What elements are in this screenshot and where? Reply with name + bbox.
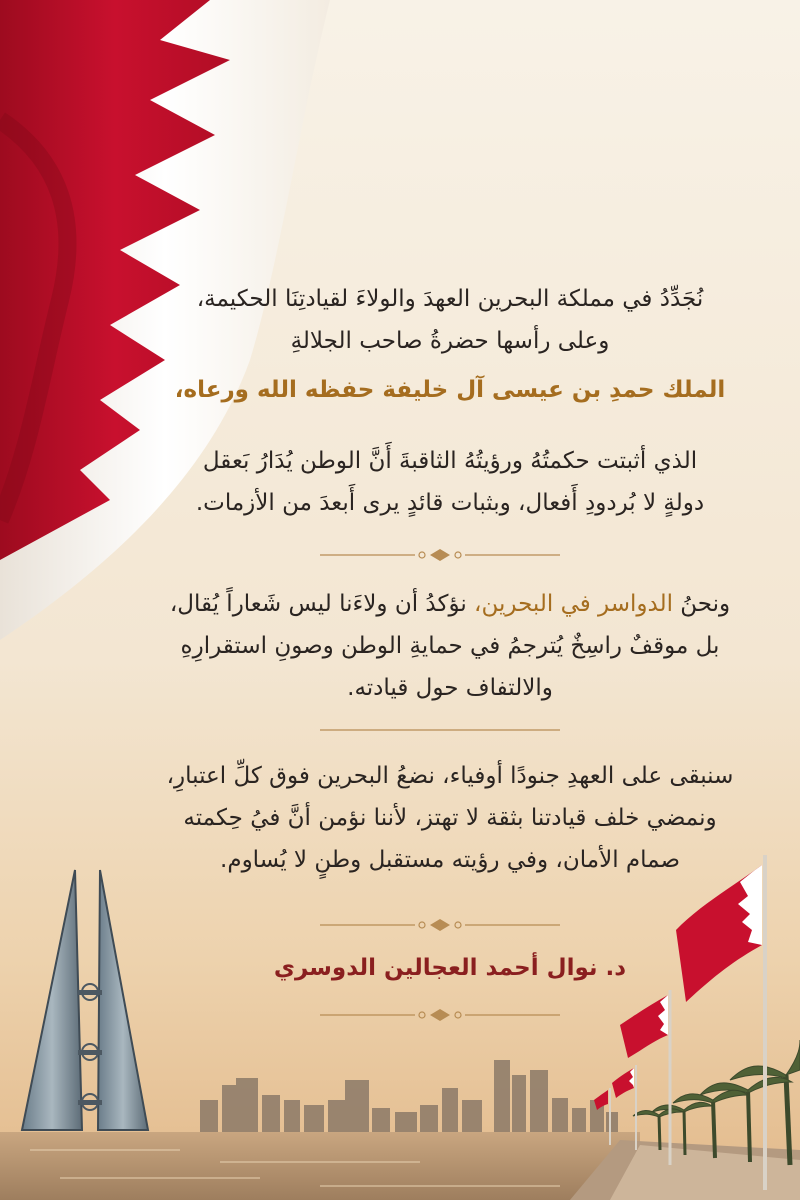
paragraph-4-line-3: صمام الأمان، وفي رؤيته مستقبل وطنٍ لا يُساوم. [220,847,680,873]
paragraph-1-line-2: وعلى رأسها حضرةُ صاحب الجلالةِ [290,328,610,354]
ornament-divider-icon [320,723,560,737]
paragraph-4-line-1: سنبقى على العهدِ جنودًا أوفياء، نضعُ البحرين فوق كلِّ اعتبارِ، [166,763,734,789]
paragraph-4-line-2: ونمضي خلف قيادتنا بثقة لا تهتز، لأننا نؤمن أنَّ فيُ حِكمته [183,805,717,831]
paragraph-1-line-1: نُجَدِّدُ في مملكة البحرين العهدَ والولاءَ لقيادتِنَا الحكيمة، [196,286,704,312]
dawasir-highlight: الدواسر في البحرين، [474,591,673,617]
paragraph-3 [150,583,750,709]
paragraph-4 [150,755,750,881]
author-signature: د. نوال أحمد العجالين الدوسري [273,955,627,981]
ornament-divider-icon [320,548,560,562]
paragraph-3-line-2: بل موقفٌ راسِخٌ يُترجمُ في حمايةِ الوطن وصونِ استقرارِهِ [180,633,720,659]
paragraph-3-line-1-start: ونحنُ [680,591,731,617]
paragraph-1 [150,278,750,418]
paragraph-3-line-1-end: نؤكدُ أن ولاءَنا ليس شَعاراً يُقال، [169,591,467,617]
king-name-highlight: الملك حمدِ بن عيسى آل خليفة حفظه الله ورعاه، [174,377,726,403]
ornament-divider-icon [320,918,560,932]
paragraph-2-line-2: دولةٍ لا بُردودِ أَفعال، وبثبات قائدٍ يرى أَبعدَ من الأزمات. [195,490,705,516]
ornament-divider-icon [320,1008,560,1022]
paragraph-2 [150,440,750,524]
paragraph-3-line-1 [150,583,750,625]
paragraph-3-line-3: والالتفاف حول قيادته. [347,675,553,701]
paragraph-2-line-1: الذي أثبتت حكمتُهُ ورؤيتُهُ الثاقبةَ أَنَّ الوطن يُدَارُ بَعقل [202,448,698,474]
